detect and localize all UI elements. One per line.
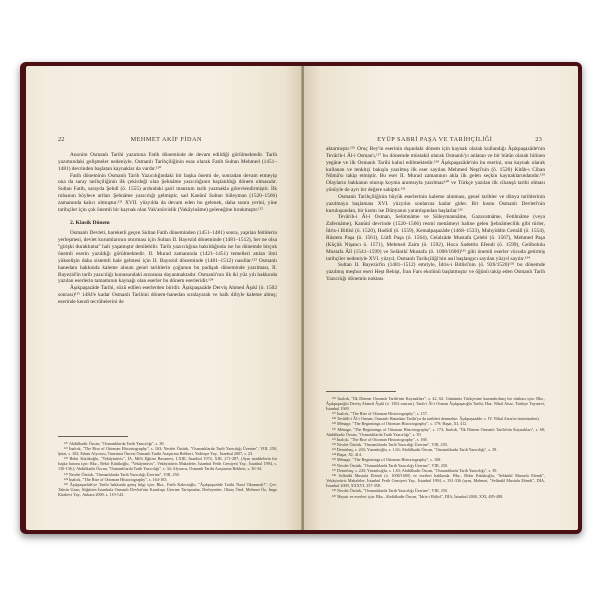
left-footnotes bbox=[58, 436, 277, 497]
right-footnotes bbox=[326, 391, 545, 499]
footnote: ¹³⁹ Necdet Öztürk, "Osmanlılarda Tarih Yazıcılığı Üzerine", VIII, 250. bbox=[332, 488, 448, 494]
right-page-header bbox=[326, 136, 542, 143]
open-book bbox=[20, 62, 582, 534]
footnote: ¹²⁶ İnalcık, "İlk Dönem Osmanlı Tarihi'nin Kaynakları", s. 42, 62. Günümüz Türkçesine kazandırılmış bir nüshası için: Bkz., Âşıkpaşaoğlu Derviş Ahmed Âşıkî (ö. 1502 sonrası), Tarih-i Âl-i Osman Âşıkpaşaoğlu Tarihi, Haz. Nihal Atsız, Türkiye Yayınevi, İstanbul 1949. bbox=[326, 395, 545, 411]
running-head: EYÜP SABRİ PAŞA VE TARİHÇİLİĞİ bbox=[377, 136, 493, 143]
section-heading: 2. Klasik Dönem bbox=[70, 219, 110, 226]
footnote: ¹⁴⁰ Hayatı ve eserleri için: Bkz., Abdülkadir Özcan, "İdris-i Bitlisî", DİA, İstanbul 2000, XXI, 485-488. bbox=[332, 493, 504, 499]
paragraph: aktarmıştır.¹²⁶ Oruç Bey'in eserinin dışındaki dönem için kaynak olarak kullandığı Âşıkpaşazâde'nin Tevârih-i Âl-i Osman'ı,¹²⁷ bu dönemde müstakil olarak Osmanlı'yı anlatan ve bir bütün olarak bilinen yegâne ve ilk Osmanlı Tarihi kabul edilmektedir.¹²⁸ Âşıkpaşazâde'nin bu eserini, ona kaynak olarak kullanan ve tenkitçi bakışla yazılmış ilk eser sayılan Mehmed Neşrî'nin (ö. 1520) Kitâb-ı Cihan Nümâ'sı takip etmiştir. Bu eser II. Murad zamanının akla ilk gelen seçkin kaynaklarındandır.¹²⁹ Olayların bakkanın oturup koyma anımsıyla yazılmaz¹³⁰ ve Türkçe yazılan ilk cihanşâ tarihi olması yönüyle de ayrı bir değere sahiptir.¹³¹ bbox=[326, 146, 545, 194]
footnote: ¹²⁹ Ménage, "The Beginnings of Ottoman Historiography", s. 179; Başar, XI, 412. bbox=[332, 421, 468, 427]
footnote: ¹²⁴ İnalcık, "The Rise of Ottoman Historiography", s. 164-165. bbox=[64, 476, 168, 482]
running-head: MEHMET AKİF FİDAN bbox=[130, 136, 202, 143]
paragraph: Fatih döneminin Osmanlı Tarih Yazıcılığındaki bir başka önemi de, sonradan devam etmeyip ona da saray tarihçiliğinin ilk çekirdeği olan Şehnâme yazıcılığının başlatıldığı dönem olmasıdır. Sultan Fatih, sarayda Şehdî (ö. 1555) ardındaki şairi manzum tarih yazmakla görevlendirmiştir. İlk rubaının böylece artları Şehnâme yazıcılığı gelmiştir, sad Kanûnî Sultan Süleyman (1520–1566) zamanında kalıcı olmuştur.¹²¹ XVII. yüzyılda da devam eden bu gelenek, daha sonra yerini, yine tarihçiler için çok önemli bir kaynak olan Vak'anüvislik (Vakâyinâme) geleneğine bırakmıştır.¹²² bbox=[58, 172, 277, 213]
paragraph: Sultan II. Bayezid'in (1481–1512) emriyle, İdris-i Bitlisî'nin (ö. 926/1520)¹³⁵ bu dönemde yazılmış meşhur eseri Heşt Behişt, İran Fars ekolünü başlatmıştır ve öğünü takip eden Osmanlı Tarih Yazıcılığı dönemin noktası bbox=[326, 262, 545, 283]
right-page-body bbox=[326, 146, 545, 283]
footnote: ¹³³ Demirbaş, s. 243; Yınanlıoğlu, s. 1,63; Abdülkadir Özcan, "Osmanlılarda Tarih Yazıcılığı", s. 39. bbox=[332, 447, 498, 453]
footnote: ¹³⁸ Selânikî Mustafa Efendi (ö. 1008/1600) ve eserleri hakkında. Bkz., Bekir Kütükoğlu, "Selânikî Mustafa Efendi", Vekâyinüvis Makaleler, İstanbul Fetih Cemiyeti Yay., İstanbul 1994, s. 331-336 (aynı, Mehmet, "Selânikî Mustafa Efendi", DİA, İstanbul 2009, XXXVI, 357-358. bbox=[326, 472, 545, 489]
footnote: ¹³⁴ Başar, XI, 414. bbox=[332, 452, 362, 458]
left-page-body bbox=[58, 152, 277, 306]
footnote: ¹²² Bekir Kütükoğlu, "Vekâyinüvis", İA, Milli Eğitim Basımevi, LXIII, İstanbul 1974, XIII, 271-287; (Aynı maddelerin bir başka basımı için: Bkz., Bekir Kütükoğlu, "Vekâyinüvis", Vekâyinüvis Makaleler, İstanbul Fetih Cemiyeti Yay., İstanbul 1994, s. 130-136.); Abdülkadir Özcan, "Osmanlılarda Tarih Yazıcılığı", s. 34; Afyoncu, Osmanlı Tarihi Araştırma Rehberi, s. 30-34. bbox=[58, 456, 277, 472]
footnote-divider bbox=[58, 436, 128, 437]
footnote: ¹²⁸ Tevârîh-i Âl-i Osman, Osmanlı Hanedanı Tarihi'ya da tarihleri denmekte: Âşıkpaşazâde, s. IV. Nihal Atsız'ın önsözünden). bbox=[332, 416, 540, 422]
right-page bbox=[304, 66, 578, 530]
paragraph: Osmanlı Devleti, hareketli geçen Sultan Fatih döneminden (1451–1481) sonra, yapılan fetihlerin yerleşmesi, devlet kurumlarının oturması için Sultan II. Bayezid döneminde (1481–1512), her ne olsa "girişki durakluma" hali yaşamıştır denilebilir. Tarih yazıcılığına bakıldığında ise bu dönemde birçok önemli eserin yazıldığı görülmektedir. II. Murad zamanında (1421–1451) temelleri atılan ilmi yükselişin daha sistemli hale gelmesi için II. Bayezid döneminde (1481–1512) nasıllar.¹²³ Osmanlı hanedanı hakkında kaleme alınan genel tarihlerin çoğunun bu padişah döneminde yazılması, II. Bayezid'in tarih yazıcılığı konusundaki arzusuna dayanmaktadır. Osmanlı'nın ilk iki yüz yılı hakkında yazılan eserlerin tamamının kaynağı olan eserler bu dönem eserleridir.¹²⁴ bbox=[58, 230, 277, 285]
paragraph: Osmanlı Tarihçiliğinin büyük eserlerinin kaleme alınması, genel tarihler ve dünya tarihlerinin yazılmaya başlaması XVI. yüzyılın sonlarına kadar gider. Bir kısmı Osmanlı Devleti'nin kuruluşundan, bir kısmı ise Dünyanın yaratılışından başlarlar.¹³² bbox=[326, 193, 545, 214]
footnote: ¹²³ Necdet Öztürk, "Osmanlılarda Tarih Yazıcılığı Üzerine", VIII, 250. bbox=[64, 471, 180, 477]
paragraph: Tevârih-i Âl-i Osman, Selimnâme ve Süleymannâme, Gazavatnâme, Fetihnâme (veya Zafernâme), Kanûnî devrinde (1520–1566) resmi menâmeyi haline gelen Şehnâmecilik gibi türler, İdris-i Bitlisî (ö. 1520), Hadîdî (ö. 1559), Kemalpaşazâde (1468–1533), Muhyiddin Cemâlî (ö. 1554), Rüstem Paşa (ö. 1561), Lütfi Paşa (ö. 1564), Celalzâde Mustafa Çelebi (ö. 1567), Mehmed Paşa (Küçük Nişancı ö. 1571), Mehmed Zaim (ö. 1592), Hoca Sadettin Efendi (ö. 1599), Gelibolulu Mustafa Âlî (1541–1599) ve Selânikî Mustafa (ö. 1008/1600)¹³³ gibi önemli eserler vücuda getirmiş tarihçiler nedeniyle XVI. yüzyıl, Osmanlı Tarihçiliği'nin asıl başlangıcı sayılan yüzyıl sayılır.¹³⁴ bbox=[326, 214, 545, 262]
paragraph: Âşıkpaşazâde Tarihi, sözü edilen eserlerden biridir. Âşıkpaşazâde Derviş Ahmed Âşıkî (ö. 1502 sonrası)¹²⁵ 1484'e kadar Osmanlı Tarihini dönem-hanedan sıralayarak ve halk diliyle kaleme almış; eserinde kendi tecrübelerini de bbox=[58, 285, 277, 305]
footnote: ¹²¹ İnalcık, "The Rise of Ottoman Historiography", s. 163; Necdet Öztürk, "Osmanlılarda Tarih Yazıcılığı Üzerine", VIII, 250; Şatai, s. 102; Erhan Afyoncu, Tanzimat Öncesi Osmanlı Tarihi Araştırma Rehberi, Yeditepe Yay., İstanbul 2007, s. 23. bbox=[58, 445, 277, 456]
left-page bbox=[26, 66, 302, 530]
footnote-divider bbox=[326, 391, 396, 392]
footnote: ¹²⁷ İnalcık, "The Rise of Ottoman Historiography", s. 157. bbox=[332, 411, 428, 417]
footnote: ¹³⁰ Ménage, "The Beginnings of Ottoman Historiography", s. 173; İnalcık, "İlk Dönem Osmanlı Tarihi'nin Kaynakları", s. 68; Abdülkadir Özcan, "Osmanlılarda Tarih Yazıcılığı", s. 39. bbox=[326, 426, 545, 437]
page-number: 22 bbox=[58, 136, 65, 143]
footnote: ¹³¹ İnalcık, "The Rise of Ottoman Historiography", s. 168. bbox=[332, 436, 428, 442]
page-number: 23 bbox=[535, 136, 542, 143]
left-page-header bbox=[58, 136, 276, 143]
footnote: ¹³⁵ Ménage, "The Beginnings of Ottoman Historiography", s. 168. bbox=[332, 457, 442, 463]
footnote: ¹²⁵ Âşıkpaşazâde'ye Tarihi hakkında geniş bilgi için: Bkz., Fatih Kalecioğlu, "Âşıkpaşazâde Tarihi Nasıl Okunmalı?", Çev. Tahsin Uzun, Söğütten İstanbula Osmanlı Devleti'nin Kuruluşu Üzerine Tartışmalar, Derleyenler, Oktay Özel, Mehmet Öz, İmge Kitabevi Yay., Ankara 2000, s. 119-143. bbox=[58, 481, 277, 498]
footnote: ¹³² Necdet Öztürk, "Osmanlılarda Tarih Yazıcılığı Üzerine", VIII, 250. bbox=[332, 442, 448, 447]
paragraph: Anonim Osmanlı Tarihi yazımına Fatih döneminde de devam edildiği görülmektedir. Tarih yazımındaki gelişmeler nedeniyle, Osmanlı Tarihçiliğinin esas olarak Fatih Sultan Mehmed (1451–1481) devrinden başlatan kaynaklar da vardır.¹²⁰ bbox=[58, 152, 277, 172]
footnote: ¹³⁷ Demirbaş, s. 243; Yınanlıoğlu, s. 1,63; Abdülkadir Özcan, "Osmanlılarda Tarih Yazıcılığı", s. 39. bbox=[332, 467, 498, 473]
footnote: ¹²⁰ Abdülkadir Özcan, "Osmanlılarda Tarih Yazıcılığı", s. 39. bbox=[64, 440, 165, 446]
footnote: ¹³⁶ Necdet Öztürk, "Osmanlılarda Tarih Yazıcılığı Üzerine", VIII, 250. bbox=[332, 462, 448, 468]
